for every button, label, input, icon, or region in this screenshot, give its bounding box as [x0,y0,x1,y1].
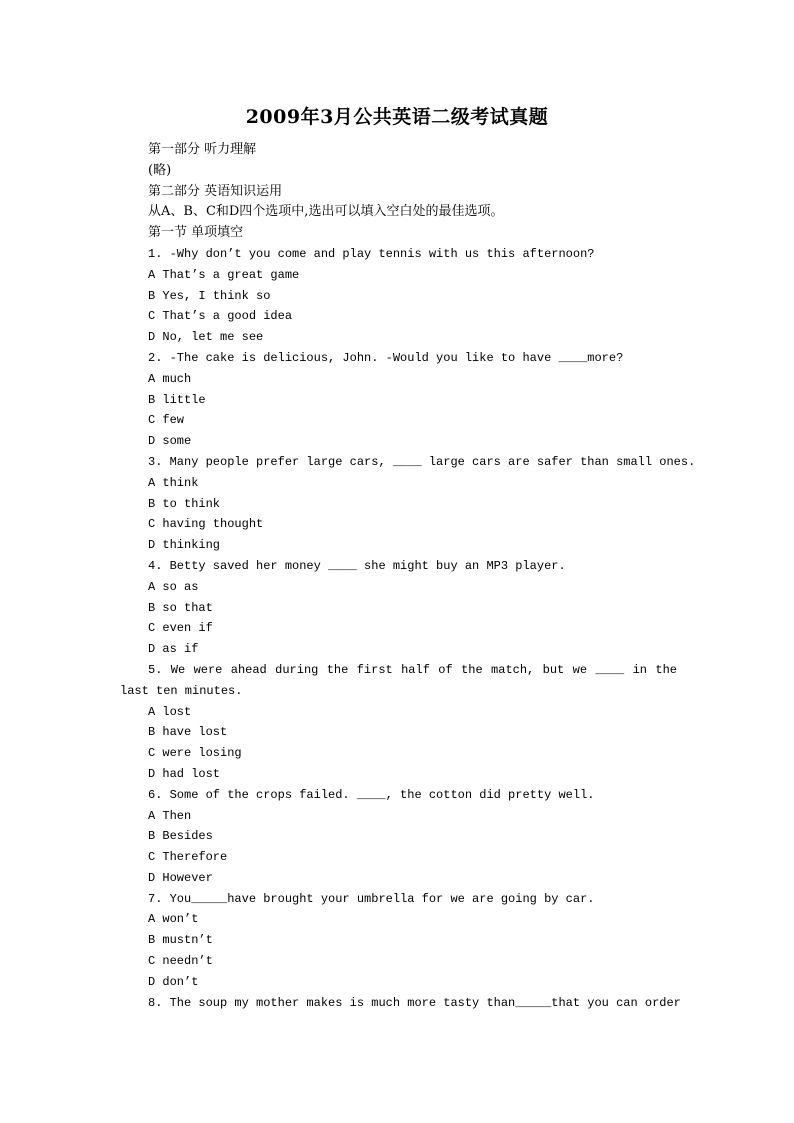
document-body [0,140,794,1013]
question-3-option-d: D thinking [148,538,221,553]
question-4-stem: 4. Betty saved her money ____ she might buy an MP3 player. [148,558,566,573]
question-1-option-a: A That’s a great game [148,267,300,282]
question-5-option-a: A lost [148,704,192,719]
page-title: 2009年3月公共英语二级考试真题 [245,106,549,128]
question-5-stem-continuation: last ten minutes. [120,683,243,698]
part1-note: (略) [148,162,172,178]
question-5-option-c: C were losing [148,746,242,761]
part2-heading: 第二部分 英语知识运用 [148,183,283,199]
question-5-option-d: D had lost [148,766,221,781]
question-1-option-b: B Yes, I think so [148,288,271,303]
question-3-option-a: A think [148,475,199,490]
question-7-option-d: D don’t [148,974,199,989]
question-3-option-b: B to think [148,496,221,511]
part2-instruction: 从A、B、C和D四个选项中,选出可以填入空白处的最佳选项。 [148,204,504,220]
question-6-stem: 6. Some of the crops failed. ____, the cotton did pretty well. [148,787,595,802]
question-7-option-a: A won’t [148,912,199,927]
question-5-stem: 5. We were ahead during the first half of the match, but we ____ in the [148,662,677,677]
question-4-option-b: B so that [148,600,213,615]
question-4-option-c: C even if [148,621,213,636]
question-2-option-a: A much [148,371,192,386]
question-1-option-c: C That’s a good idea [148,309,293,324]
question-7-option-b: B mustn’t [148,933,213,948]
question-6-option-a: A Then [148,808,192,823]
question-5-option-b: B have lost [148,725,228,740]
question-2-option-c: C few [148,413,185,428]
question-6-option-b: B Besides [148,829,213,844]
question-7-option-c: C needn’t [148,954,213,969]
part1-heading: 第一部分 听力理解 [148,142,257,157]
question-4-option-a: A so as [148,579,199,594]
question-6-option-c: C Therefore [148,850,228,865]
question-1-option-d: D No, let me see [148,330,264,345]
question-4-option-d: D as if [148,642,199,657]
question-3-option-c: C having thought [148,517,264,532]
question-2-option-b: B little [148,392,206,407]
question-2-stem: 2. -The cake is delicious, John. -Would you like to have ____more? [148,350,624,365]
section1-heading: 第一节 单项填空 [148,225,244,241]
question-7-stem: 7. You_____have brought your umbrella for we are going by car. [148,891,595,906]
question-8-stem: 8. The soup my mother makes is much more tasty than_____that you can order [148,995,681,1010]
question-1-stem: 1. -Why don’t you come and play tennis with us this afternoon? [148,246,595,261]
question-6-option-d: D However [148,870,213,885]
question-2-option-d: D some [148,434,192,449]
question-3-stem: 3. Many people prefer large cars, ____ large cars are safer than small ones. [148,454,696,469]
